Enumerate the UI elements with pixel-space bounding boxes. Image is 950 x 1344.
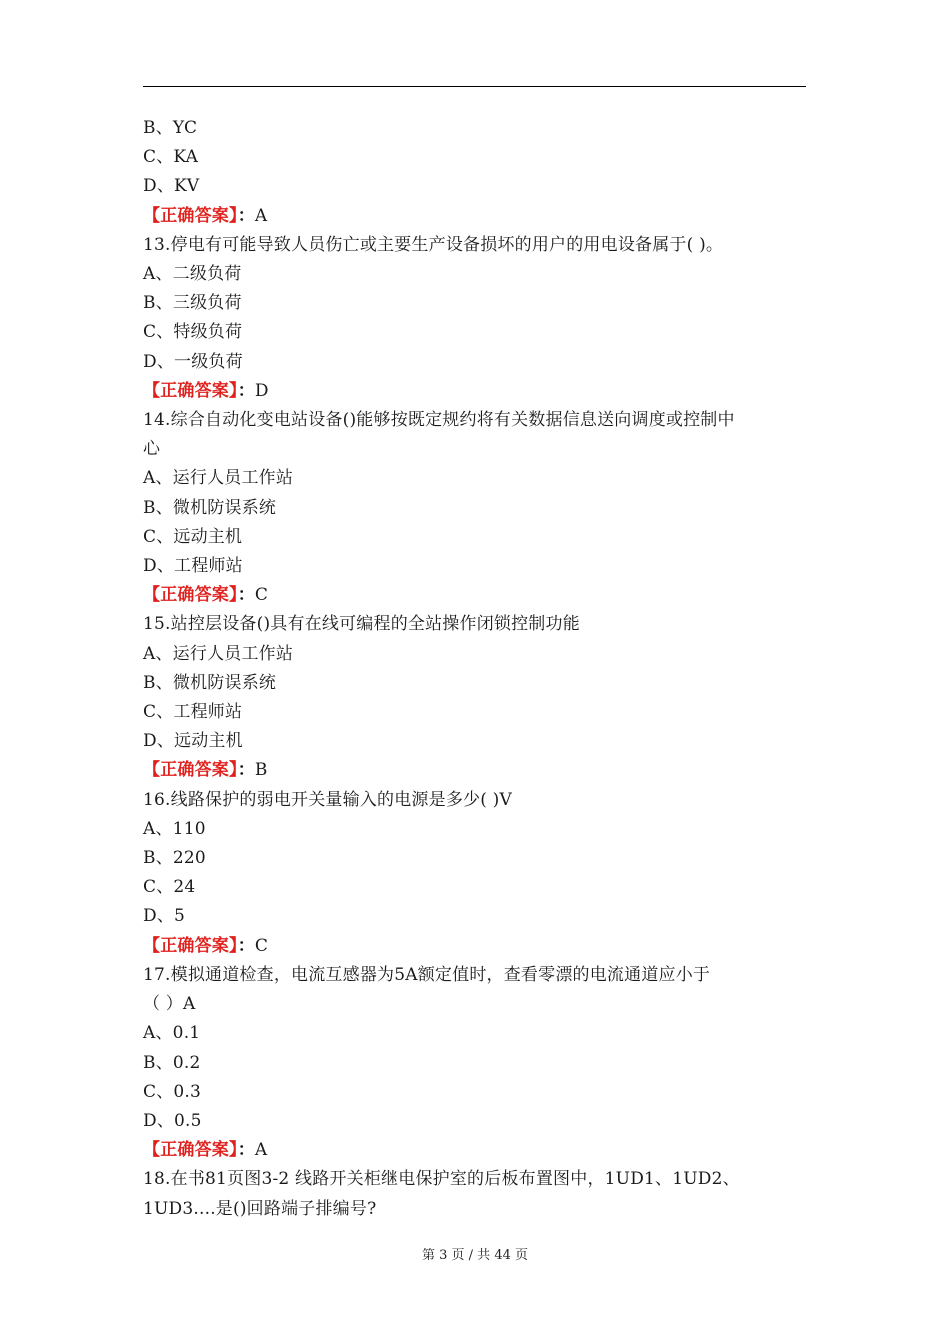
answer-colon: ： — [237, 760, 255, 781]
answer-label: 【正确答案】 — [143, 205, 238, 226]
answer-label: 【正确答案】 — [143, 760, 238, 781]
question-text: 1UD3....是()回路端子排编号? — [143, 1198, 377, 1219]
correct-answer — [143, 756, 808, 785]
answer-colon: ： — [237, 585, 255, 606]
option-text: A、运行人员工作站 — [143, 643, 294, 664]
answer-value: A — [254, 205, 268, 226]
correct-answer — [143, 1136, 808, 1165]
answer-value: B — [254, 760, 268, 781]
option-text: D、0.5 — [143, 1110, 202, 1131]
answer-colon: ： — [237, 205, 255, 226]
question-text: 18.在书81页图3-2 线路开关柜继电保护室的后板布置图中，1UD1、1UD2、 — [143, 1169, 740, 1190]
correct-answer — [143, 932, 808, 961]
option-text: D、工程师站 — [143, 556, 243, 577]
option-text: D、KV — [143, 176, 200, 197]
question-text: 15.站控层设备()具有在线可编程的全站操作闭锁控制功能 — [143, 614, 580, 635]
answer-label: 【正确答案】 — [143, 585, 238, 606]
answer-label: 【正确答案】 — [143, 380, 238, 401]
correct-answer — [143, 377, 808, 406]
document-body — [143, 114, 808, 1224]
option-text: B、220 — [143, 848, 206, 869]
answer-value: A — [254, 1140, 268, 1161]
answer-value: D — [254, 380, 269, 401]
correct-answer — [143, 202, 808, 231]
option-text: D、5 — [143, 906, 186, 927]
option-text: A、运行人员工作站 — [143, 468, 294, 489]
question-text: 13.停电有可能导致人员伤亡或主要生产设备损坏的用户的用电设备属于( )。 — [143, 234, 724, 255]
correct-answer — [143, 581, 808, 610]
option-text: A、110 — [143, 818, 206, 839]
answer-label: 【正确答案】 — [143, 935, 238, 956]
header-rule — [143, 86, 806, 87]
answer-colon: ： — [237, 380, 255, 401]
option-text: D、一级负荷 — [143, 351, 243, 372]
option-text: B、微机防误系统 — [143, 672, 277, 693]
question-text: 心 — [143, 439, 161, 460]
question-text: 16.线路保护的弱电开关量输入的电源是多少( )V — [143, 789, 512, 810]
option-text: B、YC — [143, 118, 198, 138]
option-text: B、三级负荷 — [143, 293, 242, 314]
option-text: A、二级负荷 — [143, 264, 242, 285]
answer-value: C — [254, 585, 269, 606]
page-footer: 第 3 页 / 共 44 页 — [422, 1248, 528, 1263]
question-text: （ ）A — [143, 994, 196, 1015]
option-text: A、0.1 — [143, 1023, 201, 1044]
answer-colon: ： — [237, 1140, 255, 1161]
answer-label: 【正确答案】 — [143, 1140, 238, 1161]
option-text: C、工程师站 — [143, 702, 243, 723]
option-text: B、微机防误系统 — [143, 497, 277, 518]
option-text: C、KA — [143, 147, 199, 168]
question-text: 17.模拟通道检查，电流互感器为5A额定值时，查看零漂的电流通道应小于 — [143, 964, 711, 985]
option-text: C、24 — [143, 877, 196, 898]
question-text: 14.综合自动化变电站设备()能够按既定规约将有关数据信息送向调度或控制中 — [143, 410, 735, 431]
option-text: B、0.2 — [143, 1052, 201, 1073]
option-text: C、特级负荷 — [143, 322, 243, 343]
option-text: D、远动主机 — [143, 731, 243, 752]
answer-colon: ： — [237, 935, 255, 956]
option-text: C、远动主机 — [143, 526, 243, 547]
option-text: C、0.3 — [143, 1081, 202, 1102]
answer-value: C — [254, 935, 269, 956]
